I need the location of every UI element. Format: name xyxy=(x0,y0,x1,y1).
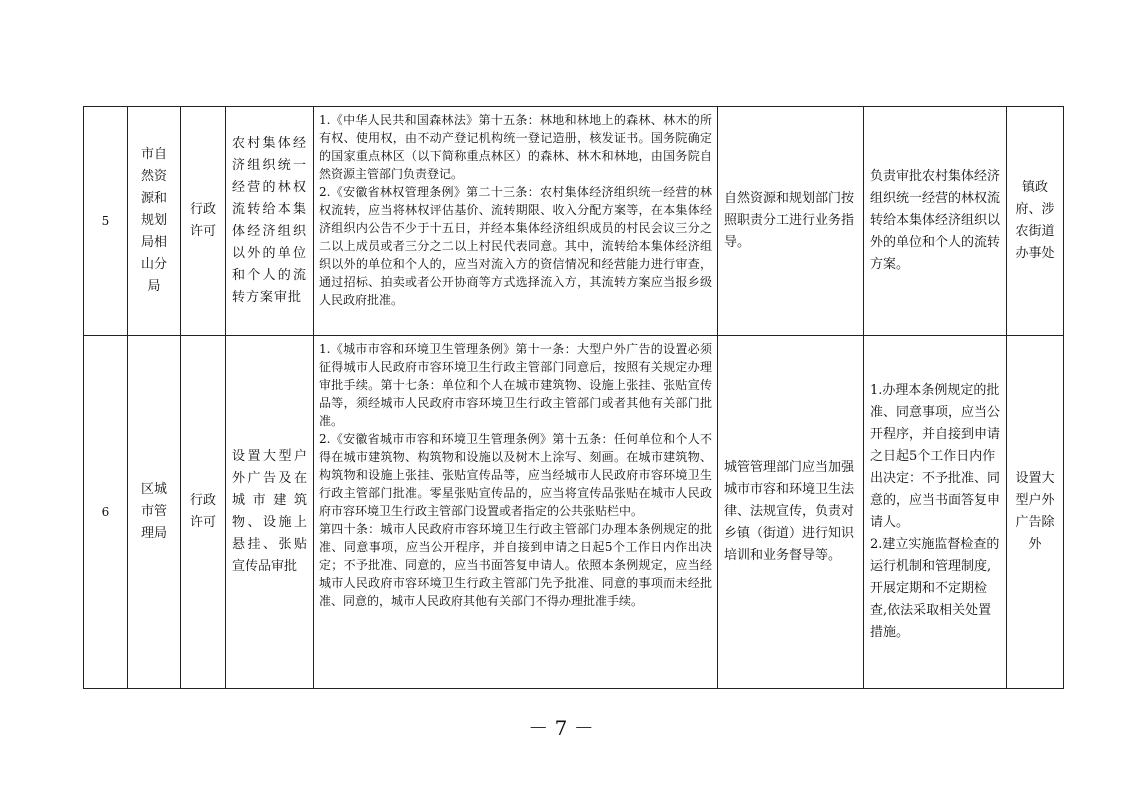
department-cell xyxy=(128,107,181,336)
table-row xyxy=(84,336,1064,689)
legal-basis-paragraph: 2.《安徽省林权管理条例》第二十三条：农村集体经济组织统一经营的林权流转，应当将林权评估基价、流转期限、收入分配方案等，在本集体经济组织内公告不少于十五日，并经本集体经济组织成员的村民会议三分之二以上成员或者三分之二以上村民代表同意。其中，流转给本集体经济组织以外的单位和个人的，应当对流入方的资信情况和经营能力进行审查，通过招标、拍卖或者公开协商等方式选择流入方，其流转方案应当报乡级人民政府批准。 xyxy=(319,185,712,307)
notes-cell xyxy=(1007,107,1064,336)
legal-basis-paragraph: 第四十条：城市人民政府市容环境卫生行政主管部门办理本条例规定的批准、同意事项，应当公开程序，并自接到申请之日起5个工作日内作出决定；不予批准、同意的，应当书面答复申请人。依照本条例规定，应当经城市人民政府市容环境卫生行政主管部门先予批准、同意的事项而未经批准、同意的，城市人民政府其他有关部门不得办理批准手续。 xyxy=(319,522,712,608)
responsibility-item: 1.办理本条例规定的批准、同意事项，应当公开程序，并自接到申请之日起5个工作日内作出决定：不予批准、同意的，应当书面答复申请人。 xyxy=(870,383,1001,530)
legal-basis-paragraph: 1.《中华人民共和国森林法》第十五条：林地和林地上的森林、林木的所有权、使用权，由不动产登记机构统一登记造册，核发证书。国务院确定的国家重点林区（以下简称重点林区）的森林、林木和林地，由国务院自然资源主管部门负责登记。 xyxy=(319,113,712,181)
legal-basis-paragraph: 1.《城市市容和环境卫生管理条例》第十一条：大型户外广告的设置必须征得城市人民政府市容环境卫生行政主管部门同意后，按照有关规定办理审批手续。第十七条：单位和个人在城市建筑物、设施上张挂、张贴宣传品等，须经城市人民政府市容环境卫生行政主管部门或者其他有关部门批准。 xyxy=(319,342,712,428)
authority-table xyxy=(83,106,1064,689)
department-cell xyxy=(128,336,181,689)
guidance-cell xyxy=(718,336,864,689)
page-number: － 7 － xyxy=(528,716,594,740)
type-cell xyxy=(181,336,226,689)
item-cell xyxy=(226,107,314,336)
item-name: 设置大型户外广告及在城市建筑物、设施上悬挂、张贴宣传品审批 xyxy=(232,449,307,574)
guidance-text: 自然资源和规划部门按照职责分工进行业务指导。 xyxy=(724,191,855,250)
responsibility-cell xyxy=(864,107,1007,336)
guidance-text: 城管管理部门应当加强城市市容和环境卫生法律、法规宣传，负责对乡镇（街道）进行知识培训和业务督导等。 xyxy=(724,460,855,563)
authority-type: 行政许可 xyxy=(189,493,216,530)
legal-basis-cell xyxy=(314,336,718,689)
table-row xyxy=(84,107,1064,336)
responsibility-text: 负责审批农村集体经济组织统一经营的林权流转给本集体经济组织以外的单位和个人的流转方案。 xyxy=(870,169,1001,272)
type-cell xyxy=(181,107,226,336)
item-name: 农村集体经济组织统一经营的林权流转给本集体经济组织以外的单位和个人的流转方案审批 xyxy=(232,136,307,305)
notes-text: 镇政府、涉农街道办事处 xyxy=(1015,180,1055,261)
notes-text: 设置大型户外广告除外 xyxy=(1015,471,1055,552)
legal-basis-cell xyxy=(314,107,718,336)
legal-basis-paragraph: 2.《安徽省城市市容和环境卫生管理条例》第十五条：任何单位和个人不得在城市建筑物、构筑物和设施以及树木上涂写、刻画。在城市建筑物、构筑物和设施上张挂、张贴宣传品等，应当经城市人民政府市容环境卫生行政主管部门批准。零星张贴宣传品的，应当将宣传品张贴在城市人民政府市容环境卫生行政主管部门设置或者指定的公共张贴栏中。 xyxy=(319,432,712,518)
row-index: 6 xyxy=(84,336,128,689)
row-index: 5 xyxy=(84,107,128,336)
responsibility-item: 2.建立实施监督检查的运行机制和管理制度,开展定期和不定期检查,依法采取相关处置措施。 xyxy=(870,537,1000,640)
department-name: 市自然资源和规划局相山分局 xyxy=(141,147,168,294)
department-name: 区城市管理局 xyxy=(140,482,167,541)
item-cell xyxy=(226,336,314,689)
notes-cell xyxy=(1007,336,1064,689)
guidance-cell xyxy=(718,107,864,336)
authority-type: 行政许可 xyxy=(189,202,216,239)
responsibility-cell xyxy=(864,336,1007,689)
